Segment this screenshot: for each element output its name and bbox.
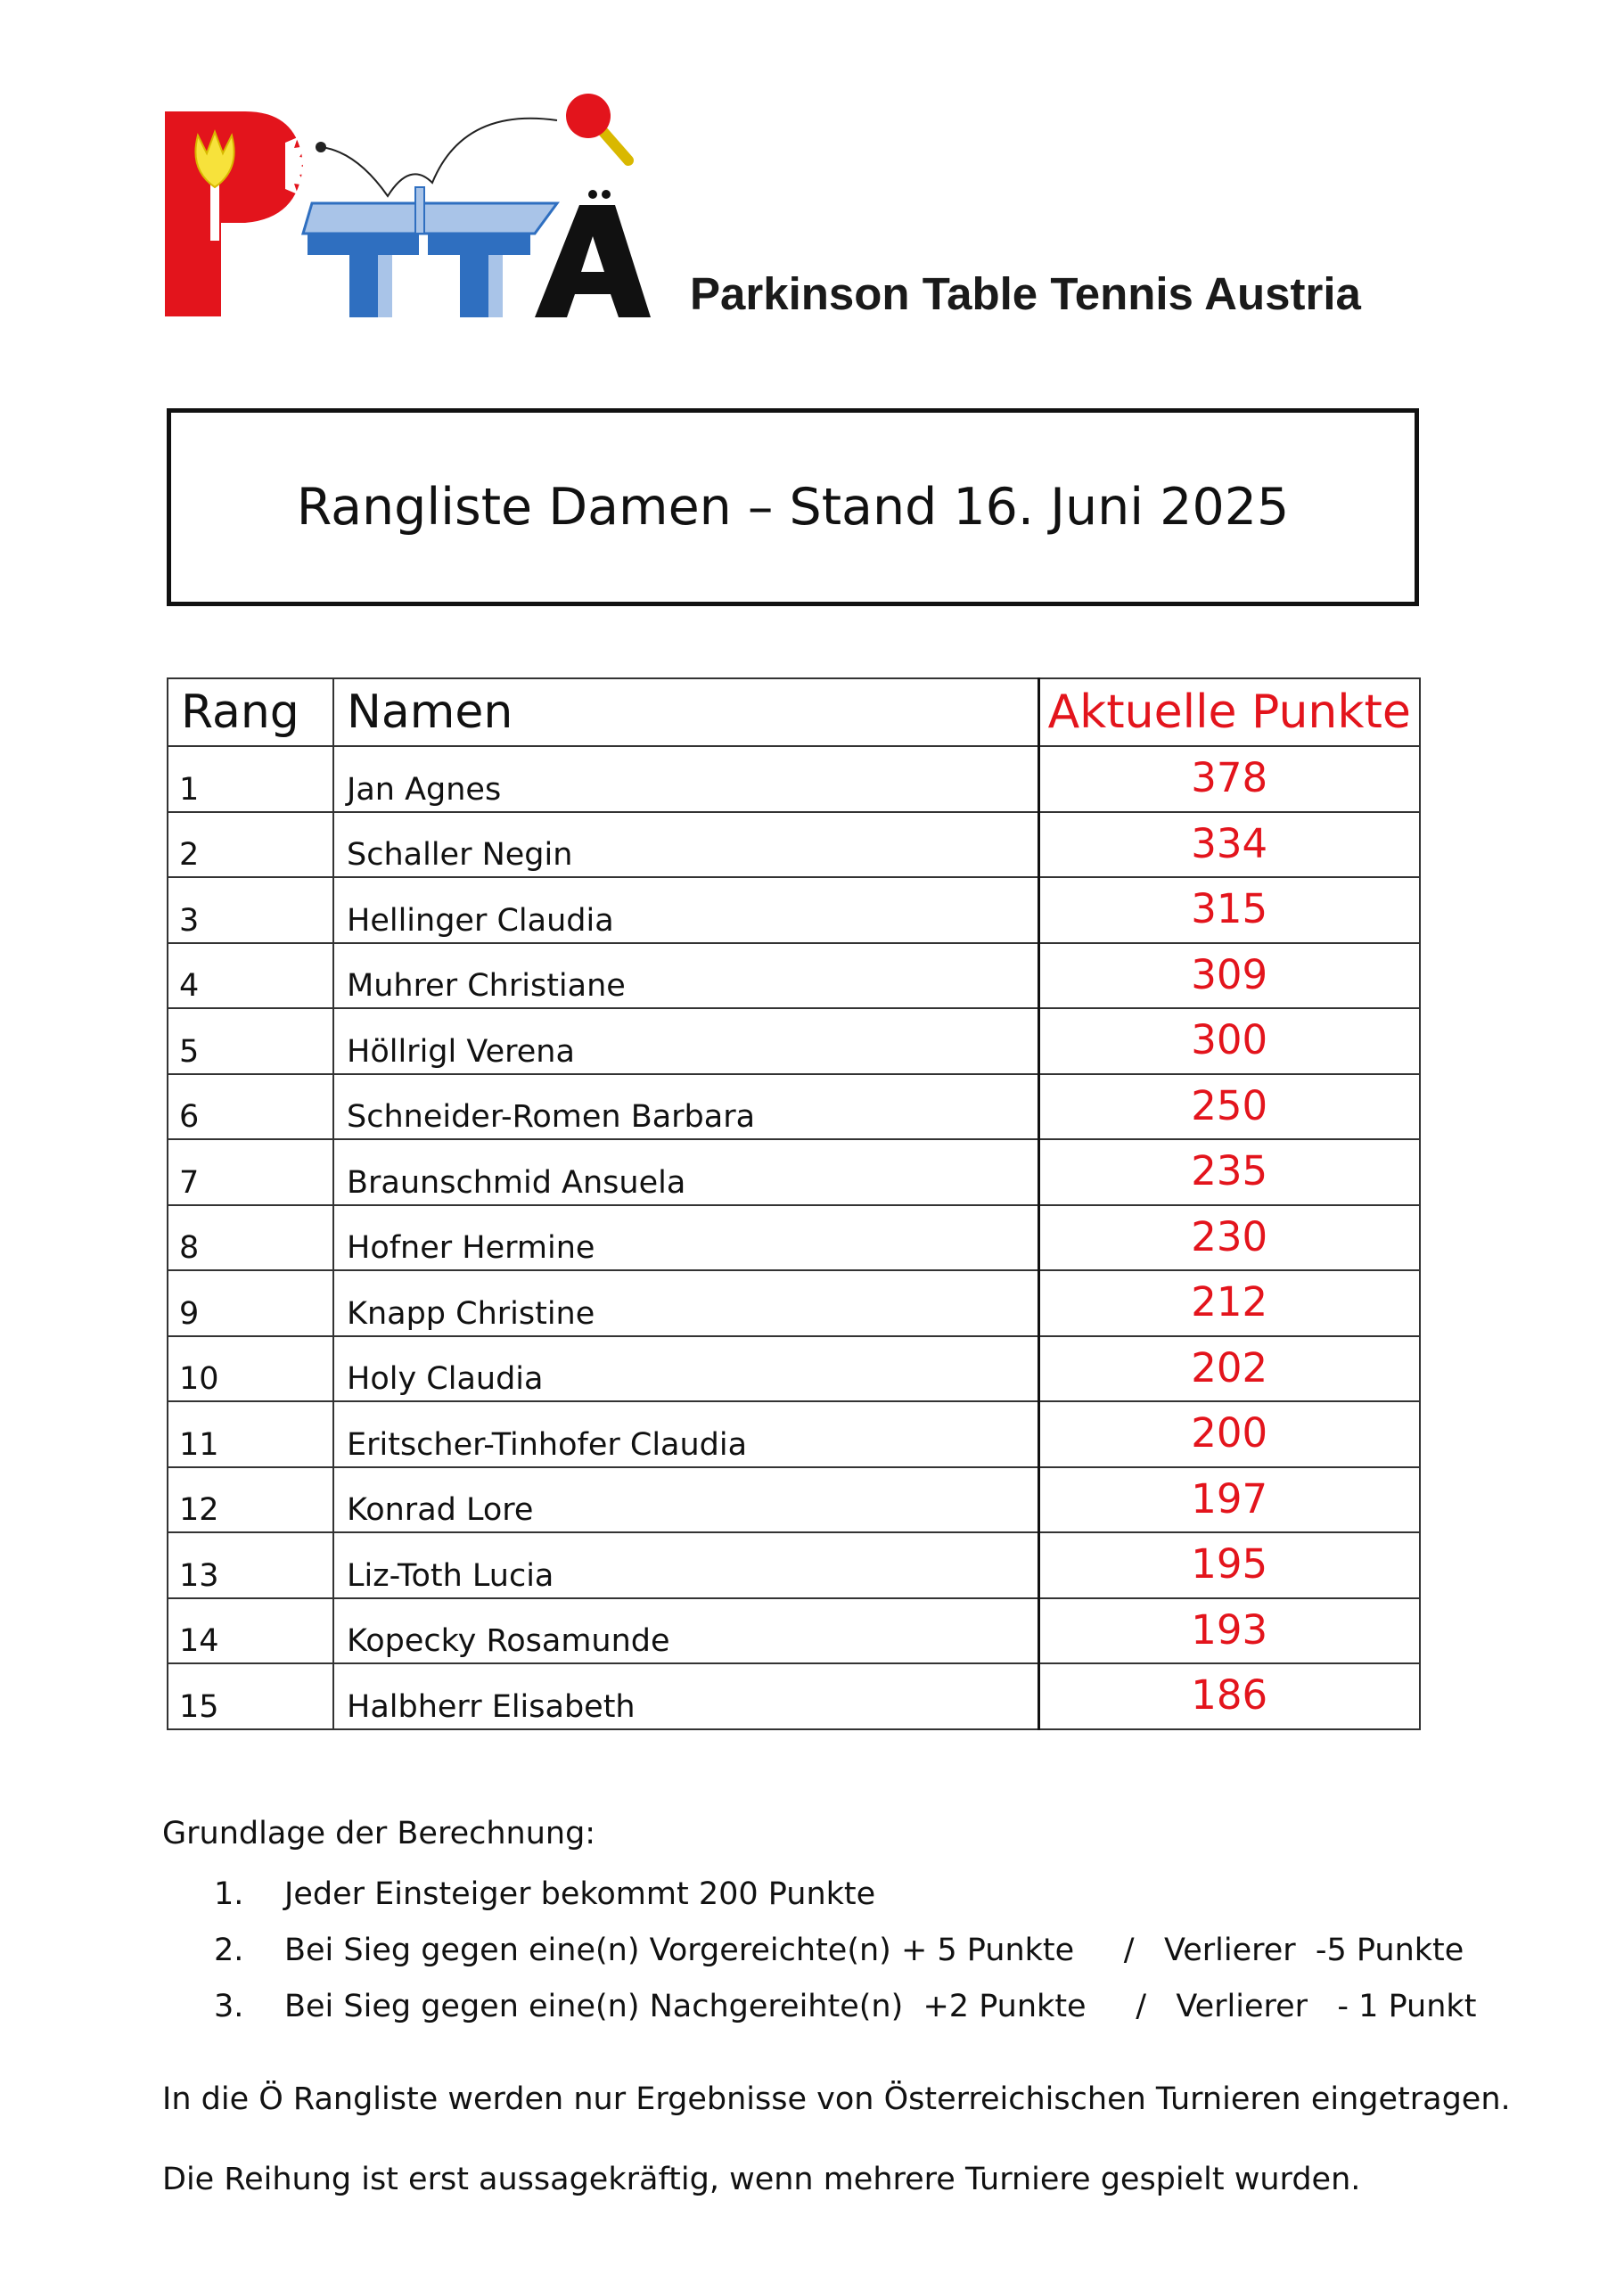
rule-text: Jeder Einsteiger bekommt 200 Punkte: [284, 1876, 876, 1912]
note-ranking-validity: Die Reihung ist erst aussagekräftig, wenn mehrere Turniere gespielt wurden.: [162, 2162, 1361, 2197]
name-cell: Liz-Toth Lucia: [333, 1532, 1038, 1598]
points-cell: 334: [1038, 812, 1420, 878]
points-cell: 235: [1038, 1139, 1420, 1205]
column-header-points: Aktuelle Punkte: [1038, 678, 1420, 746]
table-row: [168, 812, 1420, 878]
name-cell: Knapp Christine: [333, 1270, 1038, 1336]
rank-cell: 12: [168, 1467, 333, 1533]
name-cell: Schaller Negin: [333, 812, 1038, 878]
title-box: [167, 408, 1419, 606]
column-header-name: Namen: [333, 678, 1038, 746]
paddle-icon: [566, 94, 628, 160]
name-cell: Kopecky Rosamunde: [333, 1598, 1038, 1664]
table-row: [168, 1205, 1420, 1271]
rank-cell: 11: [168, 1401, 333, 1467]
name-cell: Braunschmid Ansuela: [333, 1139, 1038, 1205]
name-cell: Höllrigl Verena: [333, 1008, 1038, 1074]
rank-cell: 2: [168, 812, 333, 878]
note-tournaments: In die Ö Rangliste werden nur Ergebnisse von Österreichischen Turnieren eingetragen.: [162, 2081, 1511, 2117]
table-row: [168, 1074, 1420, 1140]
points-cell: 230: [1038, 1205, 1420, 1271]
table-row: [168, 1532, 1420, 1598]
name-cell: Hofner Hermine: [333, 1205, 1038, 1271]
rank-cell: 13: [168, 1532, 333, 1598]
basis-heading: Grundlage der Berechnung:: [162, 1816, 596, 1851]
rank-cell: 5: [168, 1008, 333, 1074]
table-row: [168, 877, 1420, 943]
table-row: [168, 1336, 1420, 1402]
rule-number: 3.: [214, 1989, 244, 2024]
rules-list: [214, 1876, 1476, 2045]
points-cell: 193: [1038, 1598, 1420, 1664]
table-row: [168, 1008, 1420, 1074]
name-cell: Hellinger Claudia: [333, 877, 1038, 943]
name-cell: Holy Claudia: [333, 1336, 1038, 1402]
rank-cell: 15: [168, 1663, 333, 1729]
name-cell: Schneider-Romen Barbara: [333, 1074, 1038, 1140]
points-cell: 200: [1038, 1401, 1420, 1467]
org-name: Parkinson Table Tennis Austria: [690, 268, 1361, 319]
points-cell: 195: [1038, 1532, 1420, 1598]
table-row: [168, 1663, 1420, 1729]
table-row: [168, 1401, 1420, 1467]
name-cell: Eritscher-Tinhofer Claudia: [333, 1401, 1038, 1467]
table-row: [168, 746, 1420, 812]
ptta-logo: [160, 71, 651, 339]
points-cell: 197: [1038, 1467, 1420, 1533]
rule-item: [214, 1989, 1476, 2045]
rule-number: 1.: [214, 1876, 244, 1912]
rank-cell: 3: [168, 877, 333, 943]
rank-cell: 1: [168, 746, 333, 812]
rank-cell: 14: [168, 1598, 333, 1664]
page-title: Rangliste Damen – Stand 16. Juni 2025: [296, 478, 1290, 537]
rank-cell: 10: [168, 1336, 333, 1402]
table-row: [168, 1270, 1420, 1336]
points-cell: 309: [1038, 943, 1420, 1009]
name-cell: Muhrer Christiane: [333, 943, 1038, 1009]
rule-text: Bei Sieg gegen eine(n) Vorgereichte(n) + 5 Punkte / Verlierer -5 Punkte: [284, 1933, 1464, 1968]
points-cell: 212: [1038, 1270, 1420, 1336]
name-cell: Jan Agnes: [333, 746, 1038, 812]
points-cell: 315: [1038, 877, 1420, 943]
rank-cell: 9: [168, 1270, 333, 1336]
rule-number: 2.: [214, 1933, 244, 1968]
table-row: [168, 1139, 1420, 1205]
rank-cell: 6: [168, 1074, 333, 1140]
points-cell: 202: [1038, 1336, 1420, 1402]
name-cell: Konrad Lore: [333, 1467, 1038, 1533]
points-cell: 186: [1038, 1663, 1420, 1729]
table-row: [168, 1467, 1420, 1533]
rank-cell: 4: [168, 943, 333, 1009]
table-row: [168, 943, 1420, 1009]
name-cell: Halbherr Elisabeth: [333, 1663, 1038, 1729]
rule-text: Bei Sieg gegen eine(n) Nachgereihte(n) +2 Punkte / Verlierer - 1 Punkt: [284, 1989, 1477, 2024]
rule-item: [214, 1933, 1476, 1989]
table-tennis-table-icon: [303, 187, 557, 317]
rank-cell: 8: [168, 1205, 333, 1271]
points-cell: 378: [1038, 746, 1420, 812]
rank-cell: 7: [168, 1139, 333, 1205]
points-cell: 300: [1038, 1008, 1420, 1074]
column-header-rank: Rang: [168, 678, 333, 746]
table-row: [168, 1598, 1420, 1664]
points-cell: 250: [1038, 1074, 1420, 1140]
table-header-row: [168, 678, 1420, 746]
ranking-table: [167, 677, 1421, 1730]
rule-item: [214, 1876, 1476, 1933]
